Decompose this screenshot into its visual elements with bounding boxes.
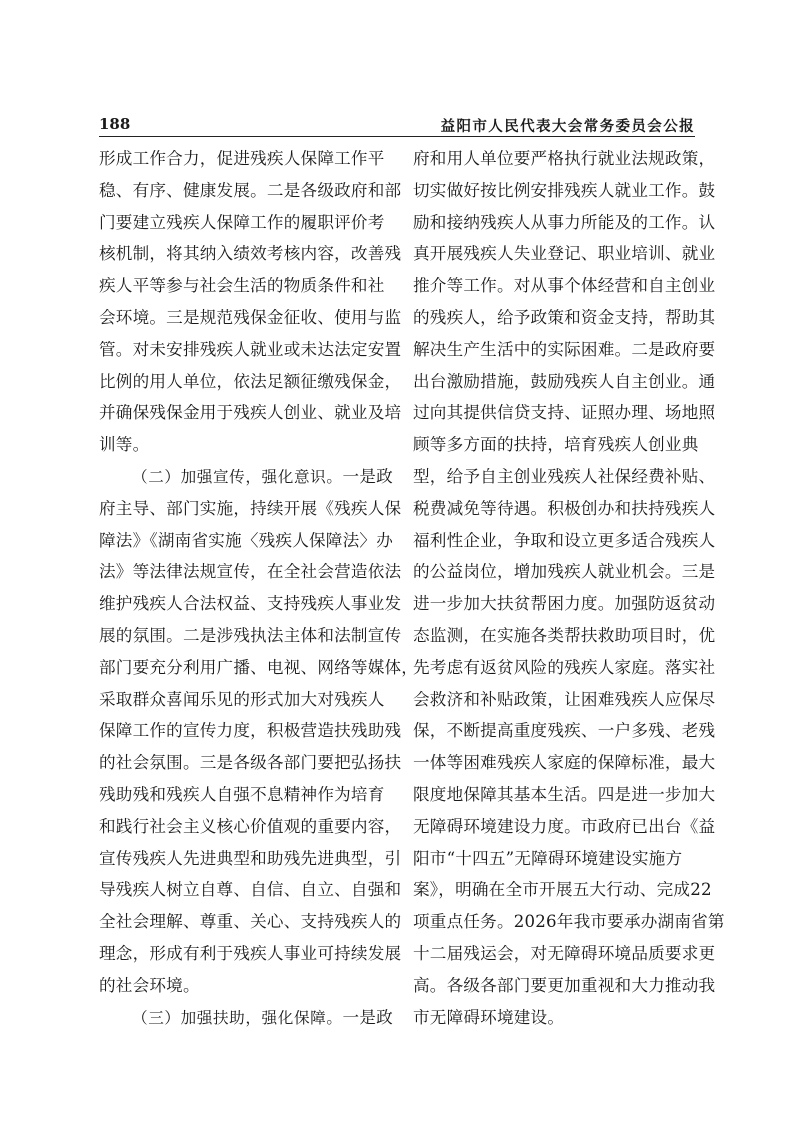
text-line (99, 366, 402, 398)
line-text: 税费减免等待遇。积极创办和扶持残疾人 (413, 498, 716, 518)
text-line (99, 779, 393, 811)
text-line (99, 429, 393, 461)
text-line (99, 175, 402, 207)
text-line (413, 493, 716, 525)
text-line (413, 556, 716, 588)
line-text: 案》，明确在全市开展五大行动、完成22 (413, 880, 712, 900)
text-line (413, 684, 716, 716)
line-text: 的社会环境。 (99, 975, 200, 995)
line-text: 法》等法律法规宣传，在全社会营造依法 (99, 562, 402, 582)
text-line (413, 874, 712, 906)
line-text: 保，不断提高重度残疾、一户多残、老残 (413, 721, 716, 741)
text-line (99, 207, 393, 239)
text-line (413, 429, 707, 461)
line-text: 残助残和残疾人自强不息精神作为培育 (99, 784, 385, 804)
text-line (413, 1002, 707, 1034)
text-line (413, 906, 725, 938)
text-line (413, 715, 716, 747)
text-line (413, 143, 716, 175)
line-text: 高。各级各部门要更加重视和大力推动我 (413, 975, 716, 995)
left-text-column (99, 143, 419, 1033)
text-line (413, 588, 716, 620)
text-line (99, 270, 393, 302)
text-line (99, 906, 402, 938)
text-line (99, 238, 402, 270)
line-text: 核机制，将其纳入绩效考核内容，改善残 (99, 244, 402, 264)
header-divider (99, 136, 695, 137)
line-text: 限度地保障其基本生活。四是进一步加大 (413, 784, 716, 804)
text-line (99, 938, 402, 970)
line-text: 保障工作的宣传力度，积极营造扶残助残 (99, 721, 402, 741)
text-line (99, 874, 402, 906)
text-line (413, 652, 716, 684)
text-line (413, 811, 716, 843)
text-line (99, 715, 402, 747)
text-line (413, 397, 716, 429)
line-text: 维护残疾人合法权益、支持残疾人事业发 (99, 594, 402, 614)
line-text: 切实做好按比例安排残疾人就业工作。鼓 (413, 180, 716, 200)
text-line (413, 207, 716, 239)
line-text: 全社会理解、尊重、关心、支持残疾人的 (99, 912, 402, 932)
line-text: 无障碍环境建设力度。市政府已出台《益 (413, 816, 716, 836)
line-text: 疾人平等参与社会生活的物质条件和社 (99, 276, 385, 296)
line-text: 会环境。三是规范残保金征收、使用与监 (99, 307, 402, 327)
line-text: 展的氛围。二是涉残执法主体和法制宣传 (99, 625, 402, 645)
line-text: 稳、有序、健康发展。二是各级政府和部 (99, 180, 402, 200)
line-text: 过向其提供信贷支持、证照办理、场地照 (413, 403, 716, 423)
line-text: 会救济和补贴政策，让困难残疾人应保尽 (413, 689, 716, 709)
text-line (413, 938, 716, 970)
text-line (413, 779, 716, 811)
line-text: 宣传残疾人先进典型和助残先进典型，引 (99, 848, 402, 868)
line-text: 先考虑有返贫风险的残疾人家庭。落实社 (413, 657, 716, 677)
line-text: 比例的用人单位，依法足额征缴残保金， (99, 371, 402, 391)
line-text: 和践行社会主义核心价值观的重要内容， (99, 816, 402, 836)
text-line (413, 366, 716, 398)
line-text: 出台激励措施，鼓励残疾人自主创业。通 (413, 371, 716, 391)
text-line (413, 334, 716, 366)
line-text: 的残疾人，给予政策和资金支持，帮助其 (413, 307, 716, 327)
text-line (413, 747, 716, 779)
text-line (99, 556, 402, 588)
text-line (413, 270, 716, 302)
text-line (99, 620, 402, 652)
publication-title: 益阳市人民代表大会常务委员会公报 (440, 118, 695, 135)
line-text: 府和用人单位要严格执行就业法规政策， (413, 149, 716, 168)
line-text: 部门要充分利用广播、电视、网络等媒体， (99, 657, 419, 677)
line-text: 阳市“十四五”无障碍环境建设实施方 (413, 848, 683, 868)
section-heading: （三）加强扶助，强化保障。 (132, 1008, 343, 1027)
text-line (99, 684, 393, 716)
line-text: 真开展残疾人失业登记、职业培训、就业 (413, 244, 716, 264)
text-line (99, 525, 393, 557)
line-text: 导残疾人树立自尊、自信、自立、自强和 (99, 880, 402, 900)
line-text: 一体等困难残疾人家庭的保障标准，最大 (413, 753, 716, 773)
line-text: 门要建立残疾人保障工作的履职评价考 (99, 212, 385, 232)
text-line (99, 747, 402, 779)
line-text: 励和接纳残疾人从事力所能及的工作。认 (413, 212, 716, 232)
text-line (99, 461, 393, 493)
line-text: 顾等多方面的扶持，培育残疾人创业典 (413, 435, 699, 455)
text-line (413, 970, 716, 1002)
text-line (99, 334, 402, 366)
text-line (413, 843, 707, 875)
text-line (99, 397, 402, 429)
text-line (413, 620, 716, 652)
line-text: 府主导、部门实施，持续开展《残疾人保 (99, 498, 402, 518)
page-number: 188 (99, 115, 131, 133)
line-text: 的公益岗位，增加残疾人就业机会。三是 (413, 562, 716, 582)
text-line (99, 302, 402, 334)
line-text: 进一步加大扶贫帮困力度。加强防返贫动 (413, 594, 716, 614)
line-text: 理念，形成有利于残疾人事业可持续发展 (99, 943, 402, 963)
line-text: 一是政 (342, 466, 393, 486)
line-text: 采取群众喜闻乐见的形式加大对残疾人 (99, 689, 385, 709)
text-line (413, 525, 716, 557)
text-line (99, 493, 402, 525)
right-text-column (413, 143, 725, 1033)
line-text: 训等。 (99, 435, 150, 455)
line-text: 的社会氛围。三是各级各部门要把弘扬扶 (99, 753, 402, 773)
line-text: 十二届残运会，对无障碍环境品质要求更 (413, 943, 716, 963)
line-text: 福利性企业，争取和设立更多适合残疾人 (413, 530, 716, 550)
line-text: 解决生产生活中的实际困难。二是政府要 (413, 339, 716, 359)
page-header (99, 113, 695, 135)
text-line (99, 143, 393, 175)
text-line (413, 302, 716, 334)
text-line (99, 652, 419, 684)
line-text: 形成工作合力，促进残疾人保障工作平 (99, 149, 385, 168)
line-text: 态监测，在实施各类帮扶救助项目时，优 (413, 625, 716, 645)
line-text: 项重点任务。2026年我市要承办湖南省第 (413, 912, 725, 932)
line-text: 一是政 (342, 1007, 393, 1027)
line-text: 管。对未安排残疾人就业或未达法定安置 (99, 339, 402, 359)
line-text: 市无障碍环境建设。 (413, 1007, 565, 1027)
text-line (413, 175, 716, 207)
text-line (99, 588, 402, 620)
line-text: 推介等工作。对从事个体经营和自主创业 (413, 276, 716, 296)
text-line (413, 238, 716, 270)
text-line (413, 461, 716, 493)
text-line (99, 843, 402, 875)
text-line (99, 1002, 393, 1034)
text-line (99, 970, 393, 1002)
line-text: 障法》《湖南省实施〈残疾人保障法〉办 (99, 530, 393, 550)
section-heading: （二）加强宣传，强化意识。 (132, 467, 343, 486)
text-line (99, 811, 402, 843)
line-text: 并确保残保金用于残疾人创业、就业及培 (99, 403, 402, 423)
line-text: 型，给予自主创业残疾人社保经费补贴、 (413, 466, 716, 486)
